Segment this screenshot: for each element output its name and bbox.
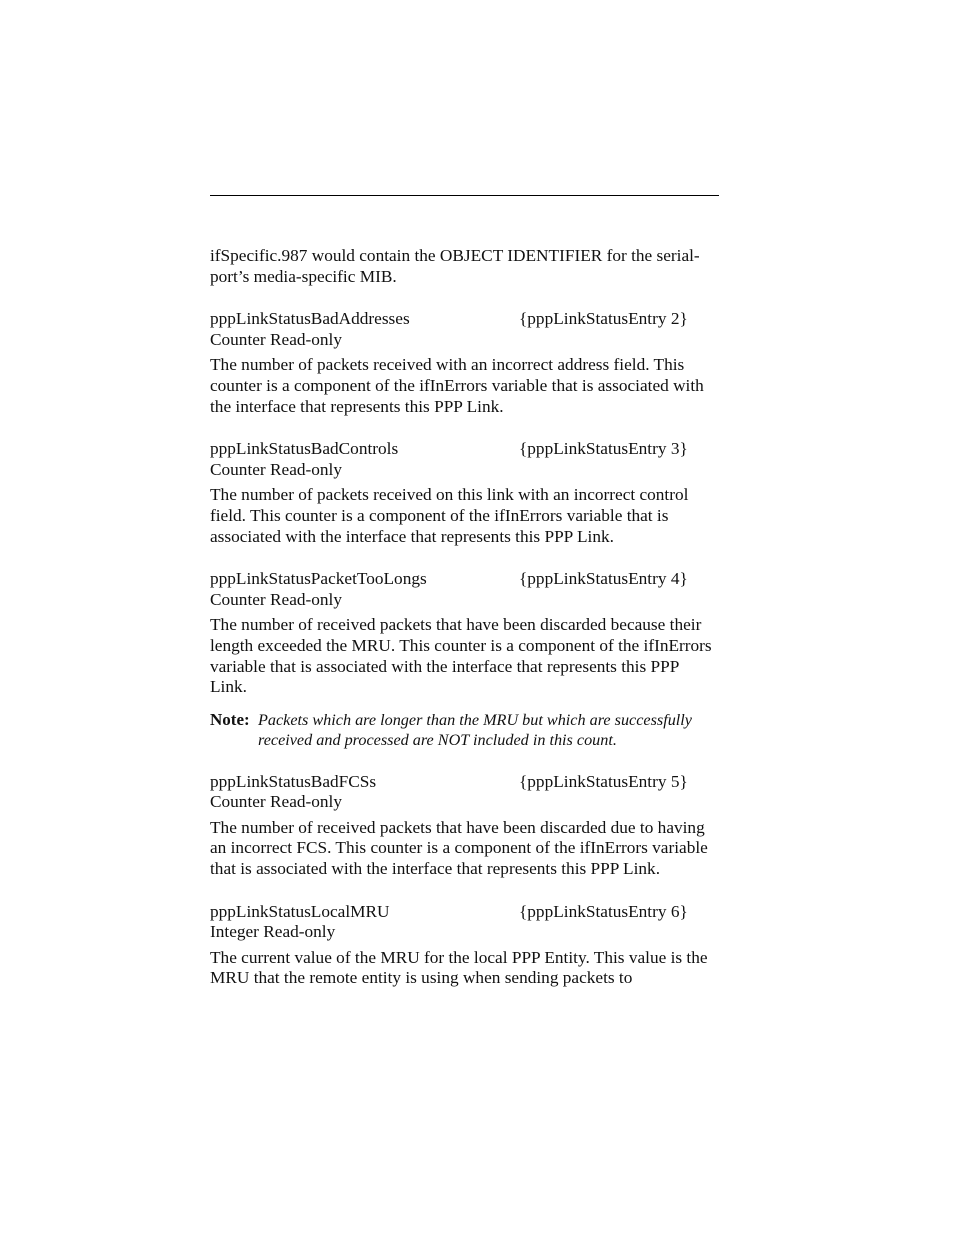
entry-header	[210, 772, 719, 793]
entry-description: The number of received packets that have been discarded due to having an incorrect FCS. This counter is a component of the ifInErrors variable that is associated with the interface that represents this PPP Link.	[210, 817, 708, 879]
entry-type: Counter Read-only	[210, 459, 342, 479]
entry-header	[210, 439, 719, 460]
entry-reference: {pppLinkStatusEntry 6}	[519, 901, 688, 921]
entry-name: pppLinkStatusLocalMRU	[210, 901, 390, 921]
entry-description: The current value of the MRU for the local PPP Entity. This value is the MRU that the remote entity is using when sending packets to	[210, 947, 708, 988]
entry-description: The number of packets received on this link with an incorrect control field. This counter is a component of the ifInErrors variable that is associated with the interface that represents this PPP Link.	[210, 485, 689, 546]
mib-entry-local-mru	[210, 902, 719, 989]
page-body	[210, 246, 719, 989]
mib-entry-packet-too-longs	[210, 569, 719, 750]
entry-description: The number of received packets that have been discarded because their length exceeded the MRU. This counter is a component of the ifInErrors variable that is associated with the interface that represents this PPP Link.	[210, 615, 712, 697]
entry-description: The number of packets received with an incorrect address field. This counter is a component of the ifInErrors variable that is associated with the interface that represents this PPP Link.	[210, 355, 704, 416]
note-block	[210, 710, 719, 750]
entry-reference: {pppLinkStatusEntry 5}	[519, 771, 688, 791]
entry-name: pppLinkStatusBadAddresses	[210, 309, 410, 329]
mib-entry-bad-controls	[210, 439, 719, 547]
entry-reference: {pppLinkStatusEntry 2}	[519, 309, 688, 329]
entry-header	[210, 902, 719, 923]
entry-type: Integer Read-only	[210, 922, 336, 942]
entry-name: pppLinkStatusPacketTooLongs	[210, 569, 427, 589]
mib-entry-bad-fcss	[210, 772, 719, 880]
entry-header	[210, 309, 719, 330]
entry-type: Counter Read-only	[210, 589, 342, 609]
header-rule	[210, 195, 719, 196]
entry-name: pppLinkStatusBadControls	[210, 439, 399, 459]
note-label: Note:	[210, 709, 250, 729]
note-text: Packets which are longer than the MRU but which are successfully received and processed are NOT included in this count.	[258, 710, 692, 749]
entry-type: Counter Read-only	[210, 792, 342, 812]
entry-type: Counter Read-only	[210, 329, 342, 349]
entry-reference: {pppLinkStatusEntry 3}	[519, 439, 688, 459]
entry-name: pppLinkStatusBadFCSs	[210, 771, 377, 791]
intro-paragraph: ifSpecific.987 would contain the OBJECT IDENTIFIER for the serial-port’s media-specific MIB.	[210, 246, 700, 286]
mib-entry-bad-addresses	[210, 309, 719, 417]
entry-header	[210, 569, 719, 590]
entry-reference: {pppLinkStatusEntry 4}	[519, 569, 688, 589]
